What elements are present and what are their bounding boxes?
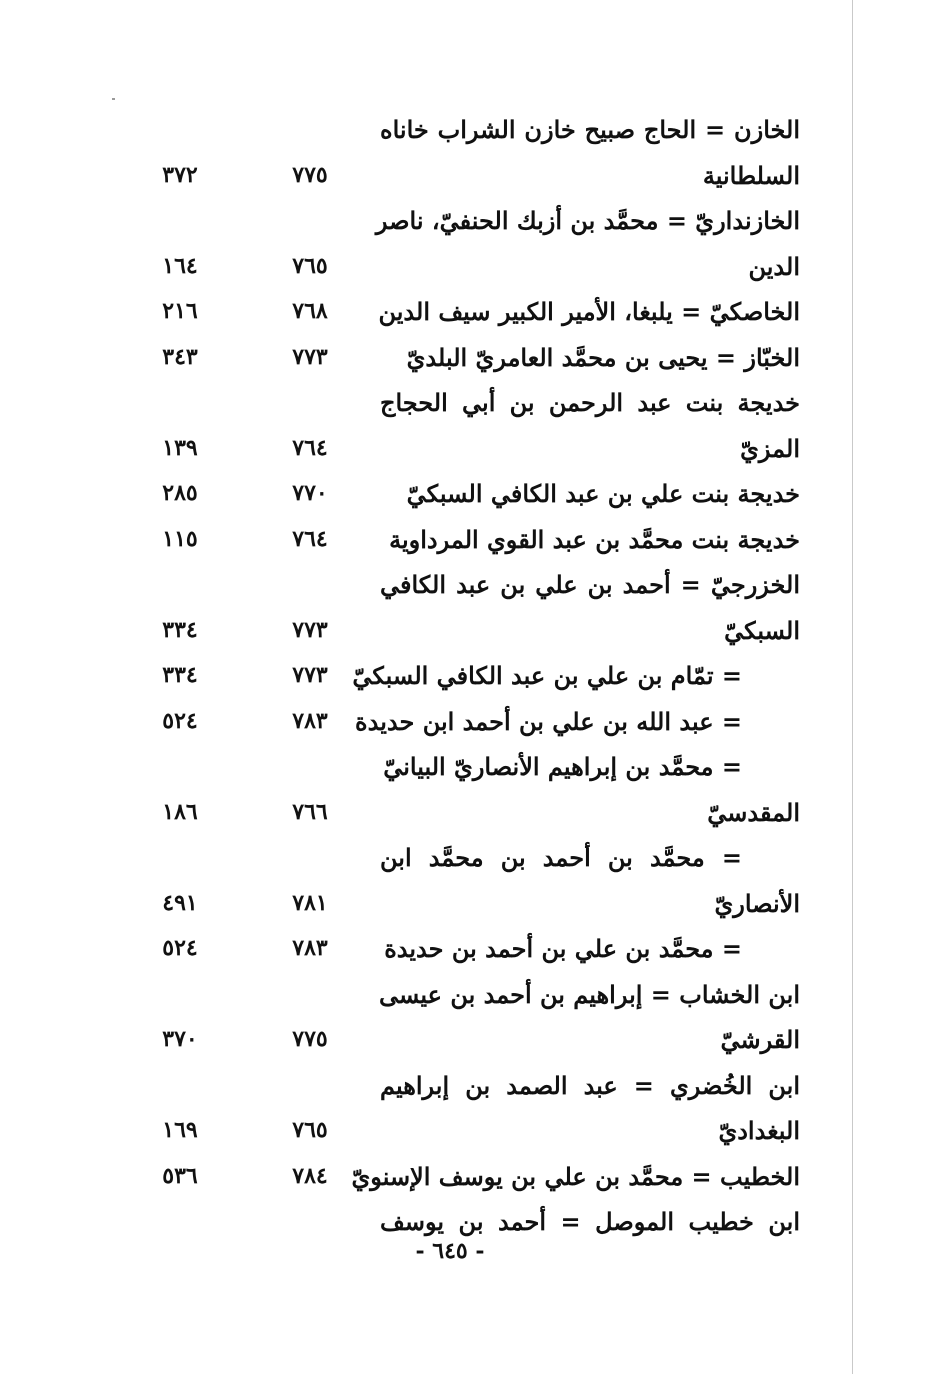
entry-page: ٣٣٤ xyxy=(162,616,198,643)
scan-gutter-line xyxy=(852,0,853,1374)
entry-name: = تمّام بن علي بن عبد الكافي السبكيّ xyxy=(352,661,742,691)
index-row xyxy=(120,881,800,927)
entry-year: ٧٦٥ xyxy=(292,252,328,279)
entry-name: الخاصكيّ = يلبغا، الأمير الكبير سيف الدين xyxy=(378,297,800,327)
entry-page: ١٦٤ xyxy=(162,252,198,279)
index-row xyxy=(120,608,800,654)
entry-name: ابن الخشاب = إبراهيم بن أحمد بن عيسى xyxy=(379,979,800,1009)
entry-page: ٣٧٠ xyxy=(162,1026,198,1053)
entry-page: ٣٣٤ xyxy=(162,662,198,689)
index-row xyxy=(120,517,800,563)
entry-name: الخبّاز = يحيى بن محمَّد العامريّ البلديّ xyxy=(406,342,800,372)
entry-year: ٧٦٦ xyxy=(292,798,328,825)
entry-name: ابن الخُضري = عبد الصمد بن إبراهيم xyxy=(380,1070,800,1100)
entry-page: ٥٢٤ xyxy=(162,707,198,734)
index-row xyxy=(120,426,800,472)
entry-name: ابن خطيب الموصل = أحمد بن يوسف xyxy=(380,1207,800,1237)
index-row xyxy=(120,699,800,745)
index-row xyxy=(120,562,800,608)
index-row xyxy=(120,1017,800,1063)
entry-page: ١٦٩ xyxy=(162,1117,198,1144)
entry-year: ٧٧٣ xyxy=(292,616,328,643)
entry-year: ٧٨١ xyxy=(292,889,328,916)
entry-page: ٣٤٣ xyxy=(162,343,198,370)
entry-year: ٧٧٠ xyxy=(292,480,328,507)
index-row xyxy=(120,198,800,244)
entry-page: ٥٣٦ xyxy=(162,1162,198,1189)
entry-name: القرشيّ xyxy=(720,1025,800,1055)
entry-year: ٧٦٤ xyxy=(292,434,328,461)
entry-name: المقدسيّ xyxy=(707,797,800,827)
entry-name: = محمَّد بن علي بن أحمد بن حديدة xyxy=(384,934,742,964)
entry-year: ٧٧٣ xyxy=(292,343,328,370)
entry-name: خديجة بنت علي بن عبد الكافي السبكيّ xyxy=(406,479,800,509)
index-row xyxy=(120,1063,800,1109)
entry-name: الأنصاريّ xyxy=(714,888,800,918)
entry-page: ٣٧٢ xyxy=(162,161,198,188)
index-row xyxy=(120,107,800,153)
entry-name: = محمَّد بن أحمد بن محمَّد ابن xyxy=(380,843,742,873)
index-row xyxy=(120,790,800,836)
index-row xyxy=(120,744,800,790)
entry-name: الدين xyxy=(748,251,800,281)
entry-page: ٢١٦ xyxy=(162,298,198,325)
entry-page: ٥٢٤ xyxy=(162,935,198,962)
index-row xyxy=(120,835,800,881)
entry-name: خديجة بنت عبد الرحمن بن أبي الحجاج xyxy=(380,388,800,418)
index-list xyxy=(120,107,800,1245)
entry-name: خديجة بنت محمَّد بن عبد القوي المرداوية xyxy=(389,524,800,554)
index-row xyxy=(120,653,800,699)
entry-name: الخزرجيّ = أحمد بن علي بن عبد الكافي xyxy=(380,570,800,600)
entry-name: الخطيب = محمَّد بن علي بن يوسف الإسنويّ xyxy=(351,1161,800,1191)
entry-page: ١٣٩ xyxy=(162,434,198,461)
index-row xyxy=(120,153,800,199)
index-row xyxy=(120,335,800,381)
entry-page: ١١٥ xyxy=(162,525,198,552)
entry-name: الخازنداريّ = محمَّد بن أزبك الحنفيّ، ناصر xyxy=(375,206,800,236)
entry-year: ٧٧٥ xyxy=(292,1026,328,1053)
scan-speck xyxy=(112,98,115,100)
entry-name: المزيّ xyxy=(740,433,800,463)
index-row xyxy=(120,972,800,1018)
entry-page: ١٨٦ xyxy=(162,798,198,825)
page-number: - ٦٤٥ - xyxy=(415,1238,485,1264)
index-row xyxy=(120,471,800,517)
entry-name: الخازن = الحاج صبيح خازن الشراب خاناه xyxy=(380,115,800,145)
entry-year: ٧٦٥ xyxy=(292,1117,328,1144)
index-row xyxy=(120,289,800,335)
entry-page: ٢٨٥ xyxy=(162,480,198,507)
index-row xyxy=(120,1154,800,1200)
entry-year: ٧٦٤ xyxy=(292,525,328,552)
entry-page: ٤٩١ xyxy=(162,889,198,916)
index-row xyxy=(120,1108,800,1154)
index-row xyxy=(120,244,800,290)
index-row xyxy=(120,926,800,972)
entry-name: = محمَّد بن إبراهيم الأنصاريّ البيانيّ xyxy=(383,752,742,782)
entry-year: ٧٨٣ xyxy=(292,707,328,734)
entry-year: ٧٧٥ xyxy=(292,161,328,188)
entry-year: ٧٨٣ xyxy=(292,935,328,962)
entry-name: البغداديّ xyxy=(718,1116,800,1146)
entry-name: = عبد الله بن علي بن أحمد ابن حديدة xyxy=(355,706,742,736)
entry-year: ٧٦٨ xyxy=(292,298,328,325)
entry-year: ٧٧٣ xyxy=(292,662,328,689)
entry-name: السلطانية xyxy=(702,160,800,190)
entry-name: السبكيّ xyxy=(724,615,800,645)
entry-year: ٧٨٤ xyxy=(292,1162,328,1189)
index-row xyxy=(120,380,800,426)
